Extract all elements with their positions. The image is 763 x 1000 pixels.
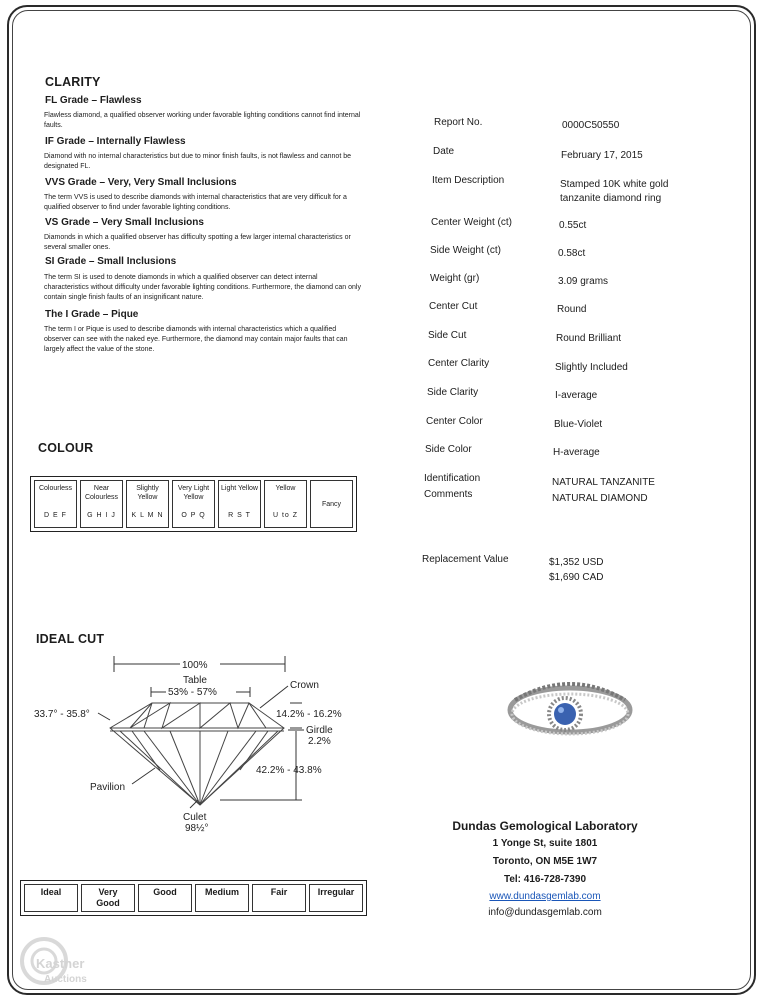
colour-cell-name: Near Colourless (84, 485, 119, 501)
colour-cell-name: Fancy (321, 500, 342, 508)
side-cut-value: Round Brilliant (556, 333, 622, 344)
crown-angle-label: 33.7° - 35.8° (34, 709, 90, 720)
crown-label: Crown (290, 680, 319, 691)
colour-cell-light-yellow (218, 480, 261, 528)
side-weight-value: 0.58ct (558, 248, 586, 259)
weight-label: Weight (gr) (430, 273, 480, 284)
identification-value-2: NATURAL DIAMOND (552, 493, 648, 504)
colour-heading: COLOUR (38, 441, 94, 455)
lab-name: Dundas Gemological Laboratory (452, 819, 638, 833)
colour-cell-range: U to Z (272, 512, 299, 519)
auction-watermark-logo (14, 928, 104, 994)
pavilion-depth-label: 42.2% - 43.8% (256, 765, 322, 776)
colour-cell-range: R S T (228, 512, 251, 519)
lab-email: info@dundasgemlab.com (488, 907, 602, 918)
i-grade-title: The I Grade – Pique (45, 309, 139, 320)
colour-scale-table (30, 476, 357, 532)
colour-cell-slightly-yellow (126, 480, 169, 528)
colour-cell-name: Very Light Yellow (177, 485, 210, 501)
crown-arrow (260, 686, 288, 708)
pavilion-arrow (132, 768, 155, 784)
crown-angle-arrow (98, 713, 110, 720)
colour-cell-fancy (310, 480, 353, 528)
item-description-line1: Stamped 10K white gold (560, 179, 669, 190)
report-no-value: 0000C50550 (562, 120, 620, 131)
girdle-value-label: 2.2% (308, 736, 331, 747)
side-color-value: H-average (553, 447, 600, 458)
colour-cell-very-light-yellow (172, 480, 215, 528)
i-grade-desc: The term I or Pique is used to describe diamonds with internal characteristics which a qualified observer can see with the naked eye. Furthermore, the diamond may contain major faults that can largely affect the value of the stone. (44, 326, 348, 353)
item-description-line2: tanzanite diamond ring (560, 193, 662, 204)
replacement-value-label: Replacement Value (422, 554, 509, 565)
fl-grade-desc: Flawless diamond, a qualified observer working under favorable lighting conditions cannot find internal faults. (44, 112, 361, 129)
crown-height-label: 14.2% - 16.2% (276, 709, 342, 720)
side-color-label: Side Color (425, 444, 472, 455)
fl-grade-title: FL Grade – Flawless (45, 95, 142, 106)
colour-cell-name: Yellow (275, 485, 296, 492)
side-weight-label: Side Weight (ct) (430, 245, 501, 256)
cut-grade-line1: Fair (270, 887, 288, 897)
colour-cell-range: K L M N (131, 512, 164, 519)
ideal-cut-diagram (20, 650, 360, 840)
colour-cell-range: O P Q (181, 512, 206, 519)
comments-label: Comments (424, 489, 473, 500)
vvs-grade-desc: The term VVS is used to describe diamonds with internal characteristics that are very difficult for a qualified observer to find under favorable lighting conditions. (44, 194, 347, 211)
if-grade-desc: Diamond with no internal characteristics but due to minor finish faults, is not flawless and cannot be designated FL. (44, 153, 351, 170)
cut-grade-line1: Ideal (40, 887, 62, 897)
cut-grade-line2: Good (96, 898, 120, 908)
cut-grade-ideal (24, 884, 78, 912)
si-grade-title: SI Grade – Small Inclusions (45, 256, 177, 267)
date-label: Date (433, 146, 455, 157)
diamond-outline (110, 703, 284, 805)
side-clarity-label: Side Clarity (427, 387, 479, 398)
center-cut-label: Center Cut (429, 301, 478, 312)
colour-cell-name: Colourless (38, 485, 73, 492)
watermark-line-2: Auctions (44, 974, 87, 985)
replacement-cad-value: $1,690 CAD (549, 572, 604, 583)
date-value: February 17, 2015 (561, 150, 643, 161)
colour-cell-colourless (34, 480, 77, 528)
culet-arrow (190, 800, 198, 808)
vs-grade-desc: Diamonds in which a qualified observer has difficulty spotting a few larger internal characteristics or several smaller ones. (44, 234, 351, 251)
tanzanite-stone (554, 703, 576, 725)
ideal-cut-heading: IDEAL CUT (36, 632, 105, 646)
weight-value: 3.09 grams (558, 276, 609, 287)
cut-grade-line1: Irregular (317, 887, 355, 897)
colour-cell-name: Light Yellow (221, 485, 258, 492)
vvs-grade-title: VVS Grade – Very, Very Small Inclusions (45, 177, 237, 188)
cut-grade-line1: Medium (204, 887, 239, 897)
watermark-line-1: Kastner (36, 956, 85, 971)
cut-grade-line1: Very (98, 887, 118, 897)
culet-label: Culet (183, 812, 207, 823)
girdle-label: Girdle (306, 725, 333, 736)
center-weight-label: Center Weight (ct) (431, 217, 512, 228)
colour-cell-yellow (264, 480, 307, 528)
cut-grade-irregular (309, 884, 363, 912)
stone-highlight (558, 707, 564, 713)
identification-label: Identification (424, 473, 481, 484)
vs-grade-title: VS Grade – Very Small Inclusions (45, 217, 204, 228)
center-color-label: Center Color (426, 416, 483, 427)
colour-cell-range: G H I J (87, 512, 116, 519)
pavilion-label: Pavilion (90, 782, 126, 793)
ring-photo (505, 670, 635, 750)
cut-grade-line1: Good (153, 887, 177, 897)
cut-grade-fair (252, 884, 306, 912)
side-clarity-value: I-average (555, 390, 598, 401)
clarity-heading: CLARITY (45, 75, 101, 89)
center-clarity-label: Center Clarity (428, 358, 490, 369)
total-width-label: 100% (182, 660, 208, 671)
if-grade-title: IF Grade – Internally Flawless (45, 136, 186, 147)
colour-cell-range: D E F (44, 512, 67, 519)
lab-address-1: 1 Yonge St, suite 1801 (492, 838, 598, 849)
lab-website-link[interactable]: www.dundasgemlab.com (489, 891, 601, 902)
center-clarity-value: Slightly Included (555, 362, 628, 373)
colour-cell-near-colourless (80, 480, 123, 528)
cut-grade-good (138, 884, 192, 912)
item-description-label: Item Description (432, 175, 505, 186)
cut-grade-very-good (81, 884, 135, 912)
table-range-label: 53% - 57% (168, 687, 217, 698)
culet-value-label: 98½° (185, 823, 209, 834)
si-grade-desc: The term SI is used to denote diamonds in which a qualified observer can detect internal characteristics without difficulty under favorable lighting conditions. Furthermore, the diamond can only contain single finish faults of an insignificant nature. (44, 274, 361, 301)
lab-address-2: Toronto, ON M5E 1W7 (492, 856, 598, 867)
replacement-usd-value: $1,352 USD (549, 557, 604, 568)
center-weight-value: 0.55ct (559, 220, 587, 231)
colour-cell-name: Slightly Yellow (136, 485, 159, 501)
center-color-value: Blue-Violet (554, 419, 603, 430)
cut-grade-table (20, 880, 367, 916)
cut-grade-medium (195, 884, 249, 912)
table-label: Table (183, 675, 207, 686)
report-no-label: Report No. (434, 117, 483, 128)
lab-phone: Tel: 416-728-7390 (503, 874, 587, 885)
center-cut-value: Round (557, 304, 587, 315)
side-cut-label: Side Cut (428, 330, 467, 341)
identification-value-1: NATURAL TANZANITE (552, 477, 655, 488)
